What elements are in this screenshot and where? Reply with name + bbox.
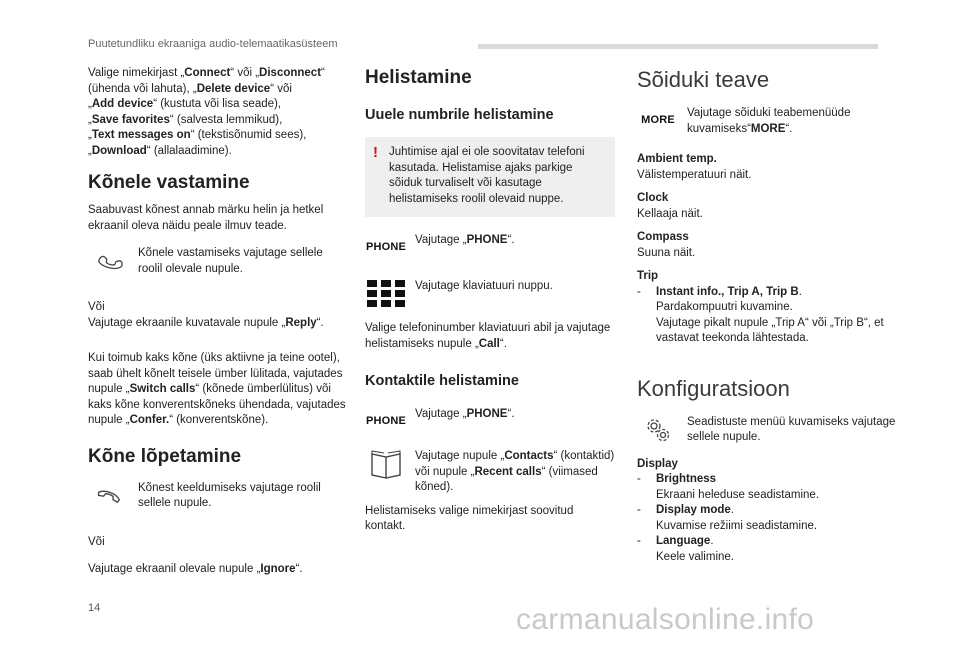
trip-item: [637, 269, 899, 347]
config-list-row: [637, 472, 899, 503]
column-2: [365, 66, 615, 535]
phone-label-icon: PHONE: [365, 415, 407, 428]
answer-call-intro: Saabuvast kõnest annab märku helin ja hetkel ekraanil oleva näidu peale ilmuv teade.: [88, 204, 324, 232]
address-book-icon: [365, 449, 407, 479]
contact-phone-row: [365, 407, 615, 441]
keypad-instruction: Vajutage klaviatuuri nuppu.: [415, 280, 553, 292]
list-dash: -: [637, 535, 641, 547]
config-description: Keele valimine.: [656, 550, 734, 563]
new-number-heading: Uuele numbrile helistamine: [365, 107, 554, 123]
trip-label: Trip: [637, 270, 659, 282]
enter-number-paragraph: Valige telefoninumber klaviatuuri abil ja vajutage helistamiseks nupule „Call“.: [365, 322, 611, 350]
page-number: 14: [88, 602, 101, 614]
intro-line: (ühenda või lahuta), „Delete device“ või: [88, 82, 292, 95]
more-row: [637, 106, 899, 140]
list-dash: -: [637, 504, 641, 516]
list-dash: -: [637, 285, 641, 298]
settings-instruction: Seadistuste menüü kuvamiseks vajutage sellele nupule.: [687, 415, 896, 443]
display-label: Display: [637, 457, 678, 470]
item-description: Kellaaja näit.: [637, 207, 703, 220]
phone-label-icon: PHONE: [365, 241, 407, 254]
hang-up-icon: [88, 481, 130, 511]
warning-box: [365, 137, 615, 217]
item-description: Suuna näit.: [637, 246, 696, 259]
configuration-heading: Konfiguratsioon: [637, 375, 790, 401]
or-text: Või: [88, 301, 105, 313]
trip-reset-text: Vajutage pikalt nupule „Trip A“ või „Trip B“, et vastavat teekonda lähtestada.: [656, 316, 884, 344]
end-steering-text: Kõnest keeldumiseks vajutage roolil sellele nupule.: [138, 481, 321, 509]
more-label-icon: MORE: [641, 114, 675, 127]
item-label: Compass: [637, 231, 689, 243]
config-list-row: [637, 503, 899, 534]
list-dash: -: [637, 473, 641, 485]
vehicle-info-item: [637, 191, 899, 222]
more-instruction: Vajutage sõiduki teabemenüüde kuvamiseks“MORE“.: [687, 107, 851, 135]
answer-call-heading: Kõnele vastamine: [88, 172, 250, 193]
intro-line: Valige nimekirjast „Connect“ või „Disconnect“: [88, 67, 325, 79]
intro-line: „Add device“ (kustuta või lisa seade),: [88, 98, 282, 110]
header-rule: [478, 44, 878, 49]
trip-description: Pardakompuutri kuvamine.: [656, 301, 793, 313]
end-call-heading: Kõne lõpetamine: [88, 445, 242, 467]
watermark: carmanualsonline.info: [516, 603, 815, 636]
end-steering-row: [88, 481, 346, 515]
phone-instruction: Vajutage „PHONE“.: [415, 234, 515, 246]
reply-instruction: Vajutage ekraanile kuvatavale nupule „Reply“.: [88, 316, 324, 329]
warning-text: Juhtimise ajal ei ole soovitatav telefoni kasutada. Helistamise ajaks parkige sõiduk turvaliselt või kasutage helistamiseks roolil olevaid nuppe.: [389, 146, 585, 205]
config-option: Language.: [656, 535, 714, 547]
trip-options: Instant info., Trip A, Trip B.: [656, 285, 802, 298]
gear-icon: [637, 415, 679, 445]
answer-steering-row: [88, 246, 346, 280]
settings-row: [637, 415, 899, 449]
keypad-icon: [365, 279, 407, 309]
calling-heading: Helistamine: [365, 67, 472, 88]
config-list-row: [637, 534, 899, 565]
item-label: Clock: [637, 192, 669, 204]
select-contact-paragraph: Helistamiseks valige nimekirjast soovitud kontakt.: [365, 504, 574, 532]
config-option: Display mode.: [656, 504, 734, 516]
config-description: Ekraani heleduse seadistamine.: [656, 488, 820, 501]
vehicle-info-item: [637, 152, 899, 183]
vehicle-info-item: [637, 230, 899, 261]
contact-phone-instruction: Vajutage „PHONE“.: [415, 408, 515, 420]
phone-row: [365, 233, 615, 267]
contacts-instruction: Vajutage nupule „Contacts“ (kontaktid) või nupule „Recent calls“ (viimased kõned).: [415, 450, 615, 493]
answer-steering-text: Kõnele vastamiseks vajutage sellele roolil olevale nupule.: [138, 247, 323, 275]
switch-calls-paragraph: Kui toimub kaks kõne (üks aktiivne ja teine ootel), saab ühelt kõnelt teisele ümber lülitada, vajutades nupule „Switch calls“ (kõnede ümberlülitus) või kaks kõne konverentskõneks ühendada, vajutades nupule „Confer.“ (konverentskõne).: [88, 352, 346, 426]
trip-list-row: [637, 285, 899, 347]
column-3: [637, 66, 899, 565]
config-option: Brightness: [656, 473, 717, 485]
ignore-instruction: Vajutage ekraanil olevale nupule „Ignore“.: [88, 563, 303, 575]
vehicle-info-heading: Sõiduki teave: [637, 67, 770, 92]
item-label: Ambient temp.: [637, 153, 717, 165]
column-1: [88, 66, 346, 578]
item-description: Välistemperatuuri näit.: [637, 168, 752, 181]
intro-line: „Text messages on“ (tekstisõnumid sees),: [88, 129, 307, 141]
intro-line: „Save favorites“ (salvesta lemmikud),: [88, 113, 283, 126]
warning-icon: !: [373, 144, 378, 161]
config-description: Kuvamise režiimi seadistamine.: [656, 519, 818, 532]
phone-handset-icon: [88, 246, 130, 276]
page-header-title: Puutetundliku ekraaniga audio-telemaatikasüsteem: [88, 38, 338, 50]
intro-line: „Download“ (allalaadimine).: [88, 144, 232, 157]
contact-heading: Kontaktile helistamine: [365, 373, 519, 389]
keypad-row: [365, 279, 615, 313]
or-text: Või: [88, 535, 105, 548]
intro-paragraph: [88, 66, 346, 159]
contacts-row: [365, 449, 615, 496]
